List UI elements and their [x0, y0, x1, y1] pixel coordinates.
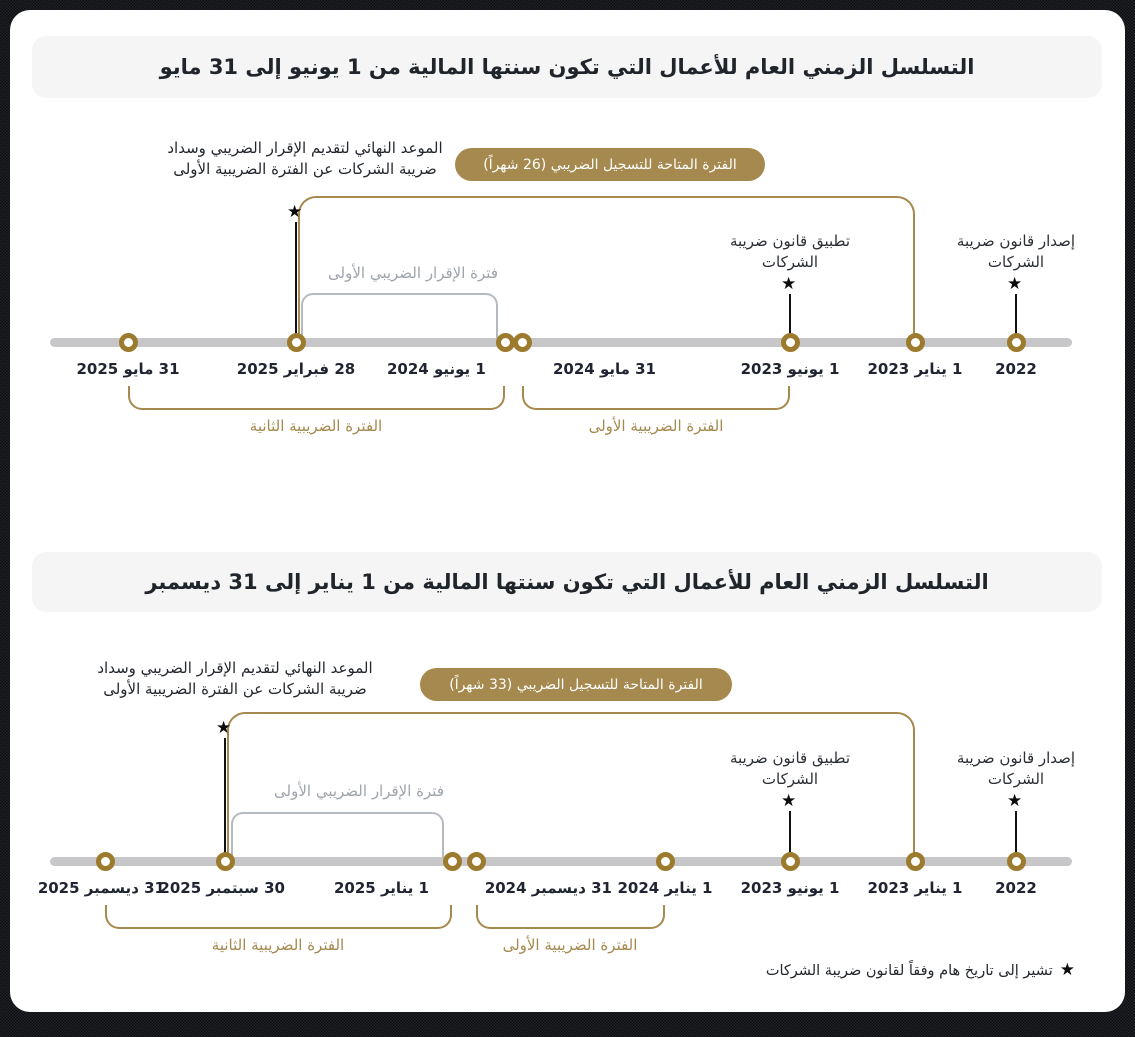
first-tax-period-bracket — [476, 905, 665, 929]
timeline-date: 2022 — [995, 879, 1037, 897]
marker-line — [295, 222, 298, 337]
marker-line — [789, 294, 792, 337]
first-return-period-bracket — [231, 812, 444, 858]
timeline-dot — [781, 333, 800, 352]
marker-line — [789, 811, 792, 856]
timeline-date: 28 فبراير 2025 — [236, 360, 356, 378]
footnote — [650, 962, 1075, 979]
timeline-dot — [216, 852, 235, 871]
law-issuance-label: إصدار قانون ضريبة الشركات — [956, 232, 1076, 271]
registration-period-badge: الفترة المتاحة للتسجيل الضريبي (26 شهراً) — [455, 148, 765, 181]
first-tax-period-label: الفترة الضريبية الأولى — [502, 936, 638, 954]
timeline-date: 30 سبتمبر 2025 — [159, 879, 285, 897]
timeline-dot — [1007, 333, 1026, 352]
timeline-dot — [287, 333, 306, 352]
second-tax-period-bracket — [105, 905, 452, 929]
marker-line — [1015, 811, 1018, 856]
law-application-label: تطبيق قانون ضريبة الشركات — [729, 749, 850, 788]
law-application-label: تطبيق قانون ضريبة الشركات — [729, 232, 850, 271]
timeline-dot — [781, 852, 800, 871]
timeline-date: 31 مايو 2025 — [76, 360, 180, 378]
infographic-card — [10, 10, 1125, 1012]
star-icon: ★ — [216, 718, 232, 738]
marker-line — [1015, 294, 1018, 337]
first-return-period-label: فترة الإقرار الضريبي الأولى — [328, 264, 498, 282]
timeline-date: 31 ديسمبر 2024 — [484, 879, 612, 897]
marker-line — [224, 738, 227, 856]
star-icon: ★ — [1007, 791, 1023, 811]
first-tax-period-label: الفترة الضريبية الأولى — [588, 417, 724, 435]
second-tax-period-label: الفترة الضريبية الثانية — [249, 417, 383, 435]
timeline-date: 31 مايو 2024 — [552, 360, 656, 378]
footnote-text: تشير إلى تاريخ هام وفقاً لقانون ضريبة الشركات — [765, 962, 1053, 979]
timeline-date: 1 يناير 2025 — [334, 879, 429, 897]
timeline-dot — [467, 852, 486, 871]
timeline-date: 1 يونيو 2024 — [387, 360, 486, 378]
timeline-date: 1 يناير 2023 — [867, 360, 963, 378]
timeline-date: 1 يونيو 2023 — [740, 360, 840, 378]
star-icon: ★ — [287, 202, 303, 222]
timeline-dot — [119, 333, 138, 352]
first-return-period-bracket — [301, 293, 498, 339]
chart-title: التسلسل الزمني العام للأعمال التي تكون سنتها المالية من 1 يناير إلى 31 ديسمبر — [32, 552, 1102, 612]
timeline-dot — [443, 852, 462, 871]
timeline-dot — [906, 852, 925, 871]
timeline-dot — [96, 852, 115, 871]
second-tax-period-bracket — [128, 386, 505, 410]
timeline-dot — [656, 852, 675, 871]
timeline-date: 1 يناير 2024 — [617, 879, 713, 897]
first-return-period-label: فترة الإقرار الضريبي الأولى — [274, 782, 444, 800]
star-icon: ★ — [1059, 960, 1075, 980]
registration-period-badge: الفترة المتاحة للتسجيل الضريبي (33 شهراً) — [420, 668, 732, 701]
star-icon: ★ — [781, 791, 797, 811]
filing-deadline-note: الموعد النهائي لتقديم الإقرار الضريبي وسداد ضريبة الشركات عن الفترة الضريبية الأولى — [97, 659, 373, 698]
timeline-date: 2022 — [995, 360, 1037, 378]
second-tax-period-label: الفترة الضريبية الثانية — [211, 936, 345, 954]
timeline-dot — [906, 333, 925, 352]
timeline-date: 1 يناير 2023 — [867, 879, 963, 897]
timeline-date: 1 يونيو 2023 — [740, 879, 840, 897]
timeline-date: 31 ديسمبر 2025 — [37, 879, 165, 897]
star-icon: ★ — [781, 274, 797, 294]
timeline-dot — [513, 333, 532, 352]
timeline-dot — [1007, 852, 1026, 871]
filing-deadline-note: الموعد النهائي لتقديم الإقرار الضريبي وسداد ضريبة الشركات عن الفترة الضريبية الأولى — [167, 139, 443, 178]
timeline-dot — [496, 333, 515, 352]
first-tax-period-bracket — [522, 386, 790, 410]
law-issuance-label: إصدار قانون ضريبة الشركات — [956, 749, 1076, 788]
star-icon: ★ — [1007, 274, 1023, 294]
chart-title: التسلسل الزمني العام للأعمال التي تكون سنتها المالية من 1 يونيو إلى 31 مايو — [32, 36, 1102, 98]
